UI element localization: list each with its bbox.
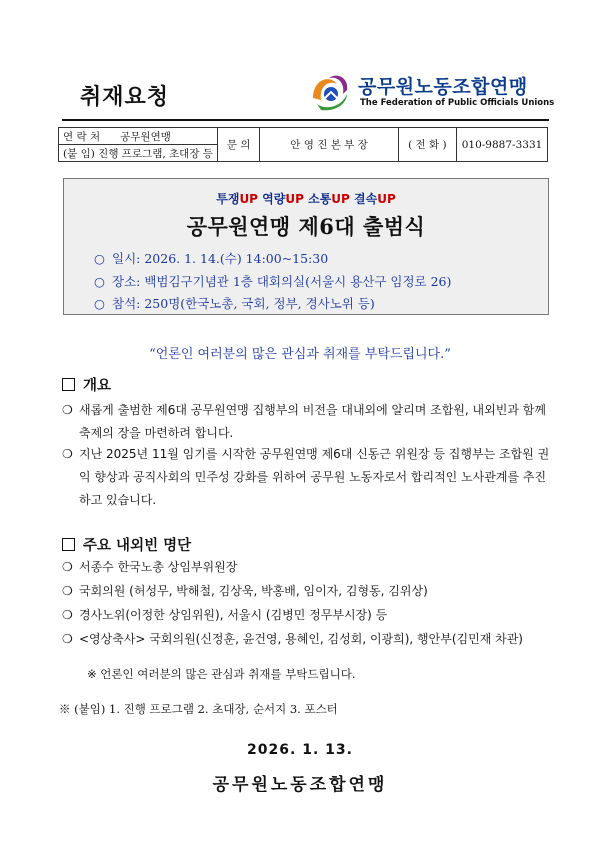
bullet-icon: ○ (94, 274, 105, 289)
guests-heading-text: 주요 내외빈 명단 (83, 537, 192, 554)
ring-bullet-icon: ❍ (62, 560, 73, 574)
slogan (64, 190, 548, 207)
event-attendance-text: 참석: 250명(한국노총, 국회, 정부, 경사노위 등) (112, 296, 375, 311)
ring-bullet-icon: ❍ (62, 608, 73, 622)
event-title: 공무원연맹 제6대 출범식 (186, 214, 426, 239)
guest-text: 국회의원 (허성무, 박해철, 김상욱, 박홍배, 임이자, 김형동, 김위상) (79, 584, 428, 598)
bullet-icon: ○ (94, 251, 105, 266)
contact-label: 연 락 처 (63, 130, 101, 143)
event-place-text: 장소: 백범김구기념관 1층 대회의실(서울시 용산구 임정로 26) (112, 274, 452, 289)
org-name-en: The Federation of Public Officials Unions (360, 98, 555, 108)
slogan-word: 투쟁 (216, 192, 240, 206)
event-attendance (94, 294, 375, 312)
slogan-word: 결속 (354, 192, 378, 206)
press-request-quote: “언론인 여러분의 많은 관심과 취재를 부탁드립니다.” (149, 347, 451, 362)
guest-item (62, 558, 237, 575)
checkbox-square-icon (62, 538, 75, 551)
guest-text: 경사노위(이정한 상임위원), 서울시 (김병민 정무부시장) 등 (79, 608, 388, 622)
ring-bullet-icon: ❍ (62, 447, 73, 461)
checkbox-square-icon (62, 378, 75, 391)
document-date: 2026. 1. 13. (247, 742, 353, 758)
contact-person: 안 영 진 본 부 장 (260, 128, 398, 162)
slogan-up: UP (377, 192, 396, 206)
press-note: ※ 언론인 여러분의 많은 관심과 취재를 부탁드립니다. (87, 667, 356, 681)
ring-bullet-icon: ❍ (62, 584, 73, 598)
slogan-word: 소통 (308, 192, 332, 206)
contact-table (58, 127, 548, 162)
overview-item-text: 새롭게 출범한 제6대 공무원연맹 집행부의 비전을 대내외에 알리며 조합원, 내외빈과 함께 축제의 장을 마련하려 합니다. (79, 403, 546, 440)
overview-heading (62, 374, 111, 395)
inquiry-label: 문 의 (217, 128, 259, 162)
event-place (94, 272, 451, 290)
guests-heading (62, 534, 191, 555)
overview-heading-text: 개요 (83, 377, 112, 394)
guest-item (62, 630, 523, 647)
event-date-text: 일시: 2026. 1. 14.(수) 14:00~15:30 (112, 251, 329, 266)
guest-item (62, 606, 387, 623)
guest-text: 서종수 한국노총 상임부위원장 (79, 560, 238, 574)
org-name-ko: 공무원노동조합연맹 (358, 76, 528, 98)
ring-bullet-icon: ❍ (62, 403, 73, 417)
slogan-up: UP (331, 192, 350, 206)
phone-number: 010-9887-3331 (457, 128, 548, 162)
ring-bullet-icon: ❍ (62, 632, 73, 646)
overview-item (62, 443, 552, 512)
attachment-note: ※ (붙임) 1. 진행 프로그램 2. 초대장, 순서지 3. 포스터 (59, 702, 338, 716)
union-logo-icon (307, 70, 353, 116)
slogan-up: UP (285, 192, 304, 206)
header-divider (62, 119, 549, 121)
phone-label: ( 전 화 ) (398, 128, 456, 162)
attach-value: 진행 프로그램, 초대장 등 (98, 147, 213, 160)
signature-org: 공무원노동조합연맹 (212, 775, 388, 795)
event-date (94, 249, 328, 267)
event-summary-box (63, 178, 549, 315)
attach-label: (붙 임) (63, 147, 95, 160)
contact-value: 공무원연맹 (120, 130, 171, 143)
bullet-icon: ○ (94, 296, 105, 311)
page-title: 취재요청 (80, 84, 170, 110)
attach-cell (59, 145, 218, 162)
guest-item (62, 582, 428, 599)
overview-item-text: 지난 2025년 11월 임기를 시작한 공무원연맹 제6대 신동근 위원장 등 집행부는 조합원 권익 향상과 공직사회의 민주성 강화를 위하여 공무원 노동자로서 합리적인 노사관계를 추진하고 있습니다. (79, 447, 550, 507)
slogan-word: 역량 (262, 192, 286, 206)
guest-text: <영상축사> 국회의원(신정훈, 윤건영, 용혜인, 김성회, 이광희), 행안부(김민재 차관) (79, 632, 523, 646)
slogan-up: UP (239, 192, 258, 206)
contact-cell (59, 128, 218, 145)
overview-item (62, 399, 552, 445)
